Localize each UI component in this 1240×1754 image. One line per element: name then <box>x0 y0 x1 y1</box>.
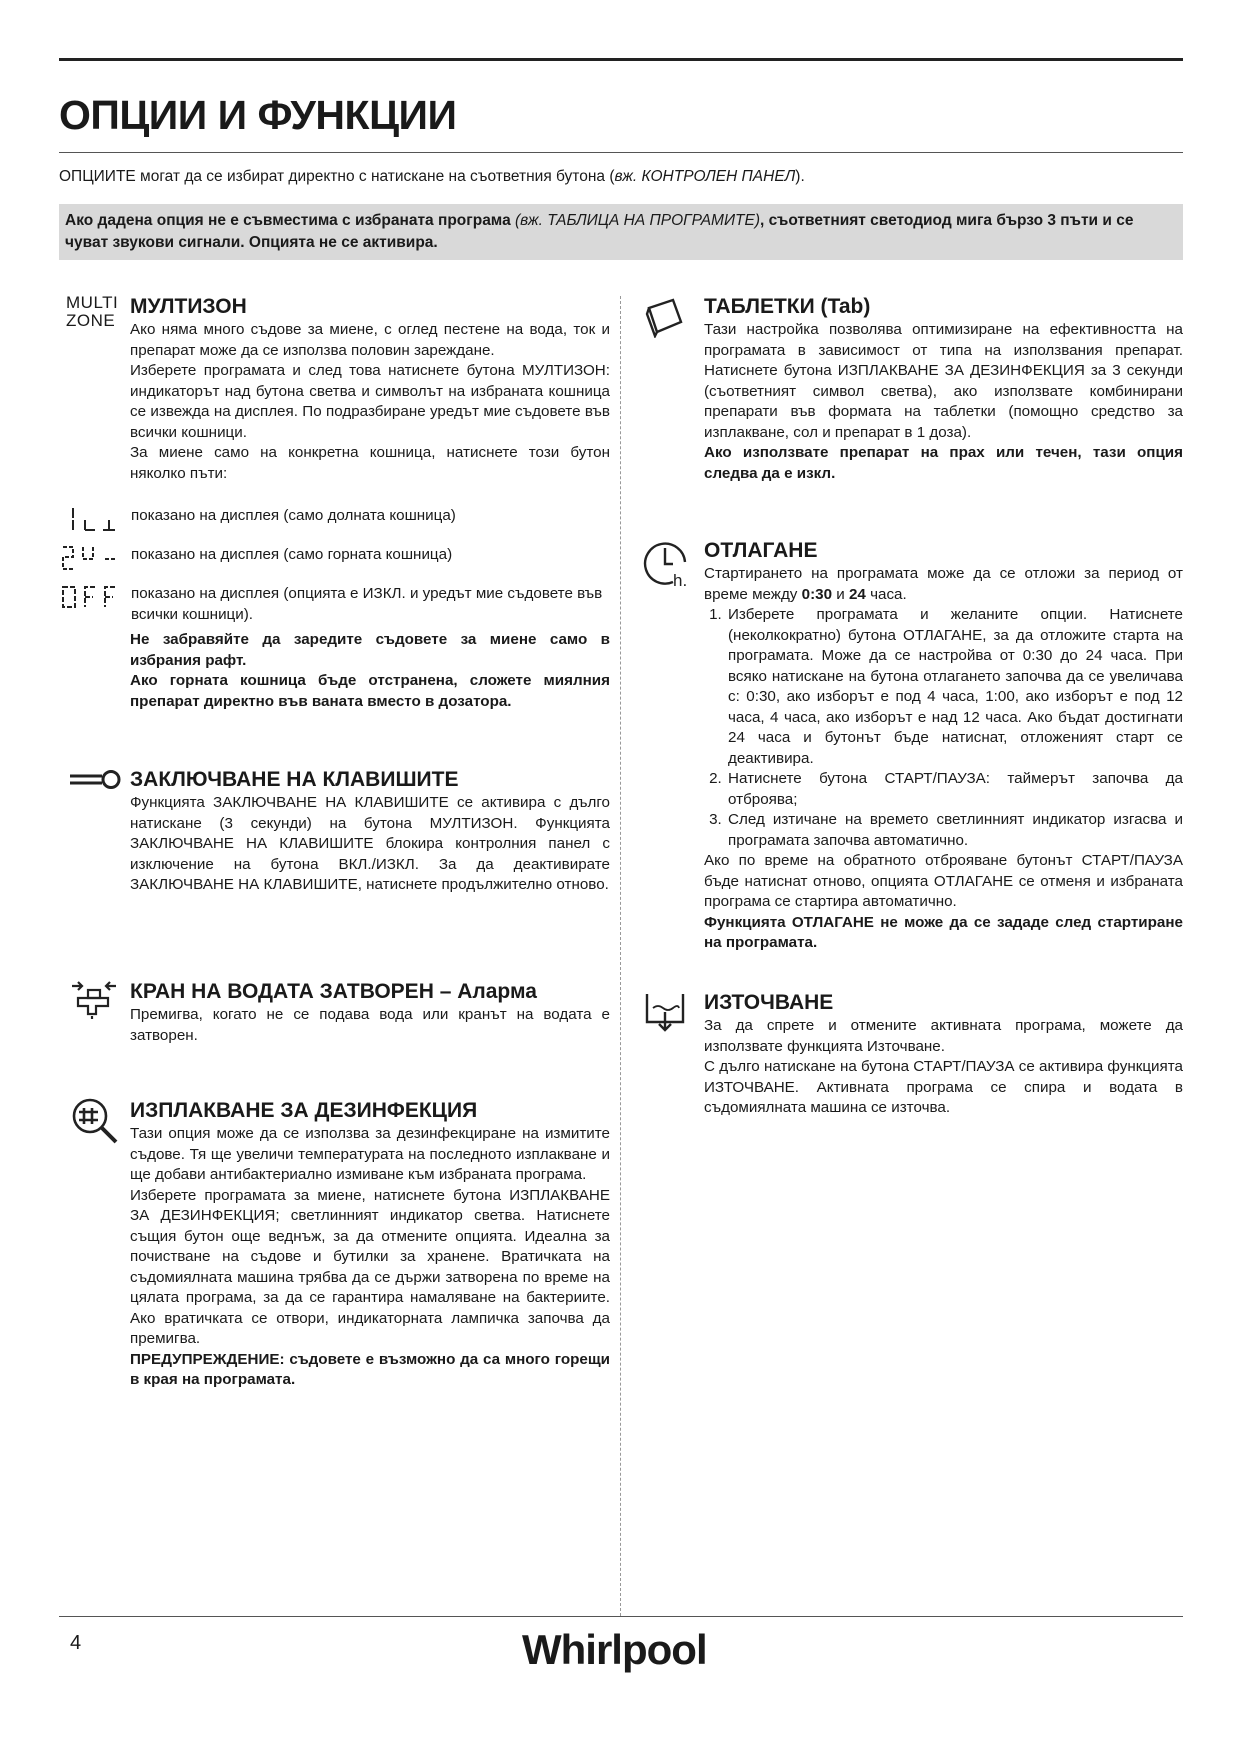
svg-text:h.: h. <box>673 571 688 588</box>
display-upper-basket-icon <box>59 545 123 571</box>
bottom-rule <box>59 1616 1183 1617</box>
multizone-notes: Не забравяйте да заредите съдовете за миене само в избрания рафт. Ако горната кошница бъде отстранена, сложете миялния препарат директно във ваната вместо в дозатора. <box>130 631 610 710</box>
clock-icon <box>643 540 693 588</box>
drain-section <box>704 990 1183 1119</box>
delay-step: 3. След изтичане на времето светлинният индикатор изгасва и програмата започва автоматично. <box>726 810 1183 851</box>
sanitize-icon <box>70 1096 120 1146</box>
tablets-title: ТАБЛЕТКИ (Tab) <box>704 295 871 318</box>
intro-text: ОПЦИИТЕ могат да се избират директно с натискане на съответния бутона (вж. КОНТРОЛЕН ПАНЕЛ). <box>59 168 805 185</box>
sanitize-section <box>130 1098 610 1391</box>
sanitize-body: Тази опция може да се използва за дезинфекциране на измитите съдове. Тя ще увеличи температурата на последното изплакване и ще добави антибактериално измиване към избраната програма. Изберете програмата за миене, натиснете бутона ИЗПЛАКВАНЕ ЗА ДЕЗИНФЕКЦИЯ; светлинният индикатор светва. Натиснете същия бутон още веднъж, за да отмените опцията. Идеална за почистване на съдове и бутилки за хранене. Вратичката на съдомиялната машина трябва да се държи затворена по време на цялата програма, за да се гарантира намаляване на бактериите. Ако вратичката се отвори, индикаторната лампичка започва да премигва. ПРЕДУПРЕЖДЕНИЕ: съдовете е възможно да са много горещи в края на програмата. <box>130 1124 610 1391</box>
water-tap-icon <box>68 980 120 1020</box>
multizone-icon: MULTI ZONE <box>66 293 119 330</box>
display-lower-basket-icon <box>59 506 123 532</box>
water-tap-body: Премигва, когато не се подава вода или кранът на водата е затворен. <box>130 1006 610 1044</box>
page-title: ОПЦИИ И ФУНКЦИИ <box>59 92 457 138</box>
key-icon <box>68 768 122 792</box>
page-number: 4 <box>70 1632 82 1654</box>
delay-step: 1. Изберете програмата и желаните опции. Натиснете (неколкократно) бутона ОТЛАГАНЕ, за да отложите старта на програмата. Може да се настройва от 0:30 до 24 часа. При всяко натискане на бутона отлагането започва да се увеличава с: 0:30, ако изборът е под 4 часа, 1:00, ако изборът е под 12 часа, 4 часа, ако изборът е над 12 часа. Ако бъдат достигнати 24 часа и бутонът бъде натиснат, отложеният старт се деактивира. <box>726 605 1183 769</box>
keylock-title: ЗАКЛЮЧВАНЕ НА КЛАВИШИТЕ <box>130 768 459 791</box>
water-tap-title: КРАН НА ВОДАТА ЗАТВОРЕН – Аларма <box>130 980 537 1003</box>
sanitize-warning: ПРЕДУПРЕЖДЕНИЕ: съдовете е възможно да са много горещи в края на програмата. <box>130 1350 610 1388</box>
multizone-section <box>130 294 610 484</box>
tablet-icon <box>643 294 687 338</box>
column-divider <box>620 296 621 1616</box>
delay-title: ОТЛАГАНЕ <box>704 539 818 562</box>
whirlpool-logo: Whirlpool <box>522 1626 707 1673</box>
water-tap-section <box>130 979 610 1046</box>
multizone-body: Ако няма много съдове за миене, с оглед пестене на вода, ток и препарат може да се използва половин зареждане. Изберете програмата и след това натиснете бутона МУЛТИЗОН: индикаторът над бутона светва и символът на избраната кошница се извежда на дисплея. По подразбиране уредът мие съдовете във всички кошници. За миене само на конкретна кошница, натиснете този бутон няколко пъти: <box>130 321 610 482</box>
sanitize-title: ИЗПЛАКВАНЕ ЗА ДЕЗИНФЕКЦИЯ <box>130 1099 478 1122</box>
display-off-icon <box>59 584 123 610</box>
tablets-body: Тази настройка позволява оптимизиране на ефективността на програмата в зависимост от типа на използвания препарат. Натиснете бутона ИЗПЛАКВАНЕ ЗА ДЕЗИНФЕКЦИЯ за 3 секунди (съответният символ светва), ако използвате комбинирани препарати във формата на таблетки (помощно средство за изплакване, сол и препарат в 1 доза). Ако използвате препарат на прах или течен, тази опция следва да е изкл. <box>704 321 1183 482</box>
delay-steps <box>704 605 1183 851</box>
delay-step: 2. Натиснете бутона СТАРТ/ПАУЗА: таймерът започва да отброява; <box>726 769 1183 810</box>
delay-body: Стартирането на програмата може да се отложи за период от време между 0:30 и 24 часа. 1. Изберете програмата и желаните опции. Натиснете (неколкократно) бутона ОТЛАГАНЕ, за да отложите старта на програмата. Може да се настройва от 0:30 до 24 часа. При всяко натискане на бутона отлагането започва да се увеличава с: 0:30, ако изборът е под 4 часа, 1:00, ако изборът е под 12 часа, 4 часа, ако изборът е над 12 часа. Ако бъдат достигнати 24 часа и бутонът бъде натиснат, отложеният старт се деактивира. 2. Натиснете бутона СТАРТ/ПАУЗА: таймерът започва да отброява; 3. След изтичане на времето светлинният индикатор изгасва и програмата започва автоматично. Ако по време на обратното отброяване бутонът СТАРТ/ПАУЗА бъде натиснат отново, опцията ОТЛАГАНЕ се отменя и избраната програма се стартира автоматично. Функцията ОТЛАГАНЕ не може да се зададе след стартиране на програмата. <box>704 564 1183 954</box>
top-rule <box>59 58 1183 61</box>
tablets-section <box>704 294 1183 484</box>
intro-reference: вж. КОНТРОЛЕН ПАНЕЛ <box>614 168 796 185</box>
drain-title: ИЗТОЧВАНЕ <box>704 991 834 1014</box>
multizone-title: МУЛТИЗОН <box>130 295 247 318</box>
delay-section <box>704 538 1183 954</box>
keylock-section <box>130 767 610 896</box>
title-rule <box>59 152 1183 153</box>
drain-icon <box>643 990 687 1034</box>
compatibility-notice: Ако дадена опция не е съвместима с избраната програма (вж. ТАБЛИЦА НА ПРОГРАМИТЕ), съответният светодиод мига бързо 3 пъти и се чуват звукови сигнали. Опцията не се активира. <box>59 204 1183 260</box>
drain-body: За да спрете и отмените активната програма, можете да използвате функцията Източване. С дълго натискане на бутона СТАРТ/ПАУЗА се активира функцията ИЗТОЧВАНЕ. Активната програма се спира и водата в съдомиялната машина се източва. <box>704 1017 1183 1116</box>
keylock-body: Функцията ЗАКЛЮЧВАНЕ НА КЛАВИШИТЕ се активира с дълго натискане (3 секунди) на бутона МУЛТИЗОН. Функцията ЗАКЛЮЧВАНЕ НА КЛАВИШИТЕ блокира контролния панел с изключение на бутона ВКЛ./ИЗКЛ. За да деактивирате ЗАКЛЮЧВАНЕ НА КЛАВИШИТЕ, натиснете продължително отново. <box>130 794 610 893</box>
